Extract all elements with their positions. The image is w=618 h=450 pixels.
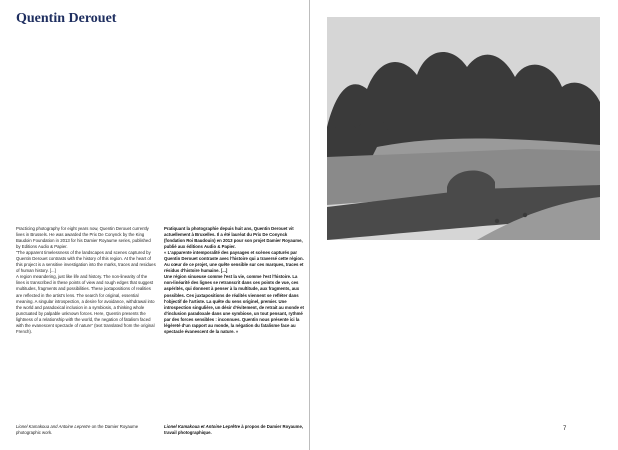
english-body-text: Practicing photography for eight years now, Quentin Derouet currently lives in Brussels. He was awarded the Prix De Conynck by the King Baudoin Foundation in 2013 for his Damier Royaume series, published by Editions Audio & Papier. “The apparent timelessness of the landscapes and scenes captured by Quentin Derouet contrasts with the history of this region. At the heart of this project is a sensitive investigation into the marks, traces and residues of human history. [...] A region meandering, just like life and history. The non-linearity of the lines is transcribed in these points of view and rough edges that suggest multitudes, fragments and possibilities. These juxtapositions of realities are reflected in the artist's lens. The search for original, essential meaning. A singular introspection, a desire for avoidance, withdrawal into the world and paradoxical inclusion in a symbiosis, a thinking whole punctuated by palpable unknown forces. Here, Quentin presents the lightness of a relationship with the world, the negation of fatalism faced with the evanescent spectacle of nature” (text translated from the original French). — [16, 226, 156, 334]
english-credit — [16, 424, 156, 436]
page-gutter — [309, 0, 310, 450]
landscape-photo — [327, 17, 600, 240]
french-credit-authors: Lionel Kamakoua et Antoine Leprêtre — [164, 424, 241, 429]
french-credit-rest: à propos de Damier Royaume, travail photographique. — [164, 424, 304, 436]
french-body-text: Pratiquant la photographie depuis huit ans, Quentin Derouet vit actuellement à Bruxelles. Il a été lauréat du Prix De Conynck (fondation Roi Baudouin) en 2013 pour son projet Damier Royaume, publié aux éditions Audio & Papier. « L'apparente intemporalité des paysages et scènes capturés par Quentin Derouet contraste avec l'histoire qui a traversé cette région. Au cœur de ce projet, une quête sensible sur ces marques, traces et résidus d'histoire humaine. [...] Une région sinueuse comme l'est la vie, comme l'est l'histoire. La non-linéarité des lignes se retranscrit dans ces points de vue, ces aspérités, qui donnent à penser à la multitude, aux fragments, aux possibles. Ces juxtapositions de réalités viennent se refléter dans l'objectif de l'artiste. La quête du sens originel, premier. Une introspection singulière, un désir d'évitement, de retrait au monde et d'inclusion paradoxale dans une symbiose, un tout pensant, rythmé par des forces sensibles : inconnues. Quentin nous présente ici la légèreté d'un rapport au monde, la négation du fatalisme face au spectacle évanescent de la nature. » — [164, 226, 304, 334]
page-number: 7 — [563, 426, 567, 432]
photo-figure — [495, 219, 499, 223]
page-title: Quentin Derouet — [16, 11, 117, 26]
photo-figure — [523, 213, 527, 217]
landscape-photo-drawing — [327, 17, 600, 240]
french-credit — [164, 424, 304, 436]
english-credit-rest: on the Damier Royaume photographic work. — [16, 424, 139, 436]
english-credit-authors: Lionel Kamakoua and Antoine Lepretre — [16, 424, 91, 429]
